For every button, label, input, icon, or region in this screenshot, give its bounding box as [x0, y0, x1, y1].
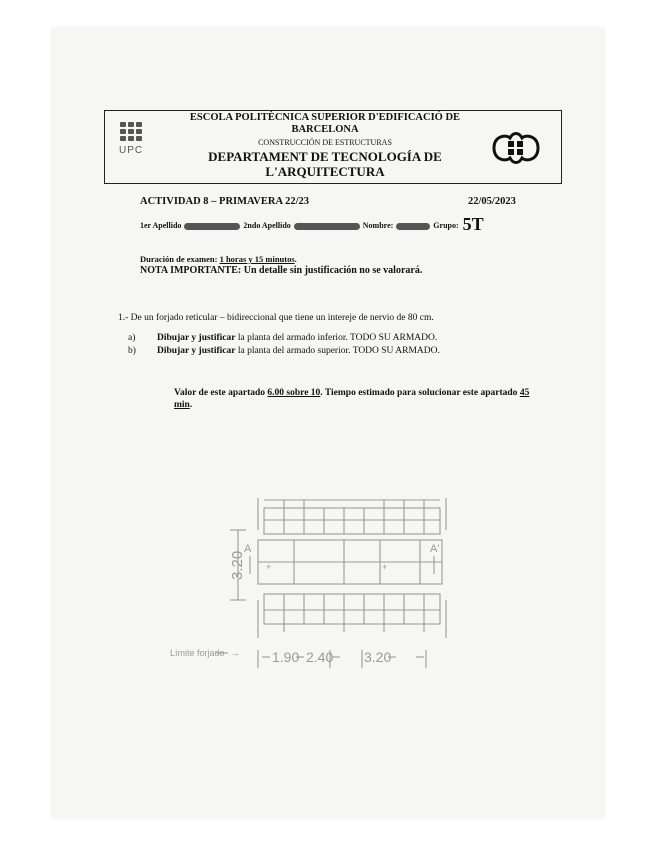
- dim-1: 1.90: [272, 649, 300, 665]
- department-logo-icon: [480, 128, 552, 168]
- school-line-2: BARCELONA: [291, 124, 359, 135]
- student-info-row: [140, 214, 484, 235]
- value-end: .: [189, 400, 193, 410]
- redacted-apellido2: [294, 223, 360, 230]
- redacted-nombre: [396, 223, 430, 230]
- apellido2-label: 2ndo Apellido: [243, 221, 291, 230]
- activity-title: ACTIVIDAD 8 – PRIMAVERA 22/23: [140, 196, 309, 207]
- exam-date: 22/05/2023: [468, 196, 516, 207]
- apellido1-label: 1er Apellido: [140, 221, 182, 230]
- section-label-right: A': [430, 543, 440, 555]
- grupo-value: 5T: [462, 214, 484, 234]
- section-label-left: A: [244, 543, 252, 555]
- school-name: [160, 112, 490, 136]
- limit-arrow-icon: →: [230, 648, 240, 659]
- duration-value: 1 horas y 15 minutos: [219, 254, 295, 264]
- section-value: [174, 387, 534, 411]
- item-b-text: la planta del armado superior. TODO SU ARMADO.: [235, 346, 440, 356]
- value-score: 6.00 sobre 10: [267, 388, 321, 398]
- course-name: CONSTRUCCIÓN DE ESTRUCTURAS: [258, 138, 392, 147]
- nombre-label: Nombre:: [362, 221, 394, 230]
- school-line-1: ESCOLA POLITÈCNICA SUPERIOR D'EDIFICACIÓ DE: [189, 112, 461, 123]
- dept-line-2: L'ARQUITECTURA: [265, 164, 385, 179]
- dim-2: 2.40: [306, 649, 334, 665]
- value-mid: . Tiempo estimado para solucionar este apartado: [320, 388, 520, 398]
- redacted-apellido1: [184, 223, 240, 230]
- question-intro: 1.- De un forjado reticular – bidireccional que tiene un intereje de nervio de 80 cm.: [118, 313, 434, 323]
- item-a-label: a): [128, 333, 136, 343]
- limit-label: Límite forjado: [170, 648, 225, 658]
- exam-duration: Duración de examen: 1 horas y 15 minutos.: [140, 254, 297, 264]
- dept-line-1: DEPARTAMENT DE TECNOLOGÍA DE: [208, 149, 442, 164]
- value-time: 45 min: [174, 388, 530, 410]
- slab-plan-drawing: [150, 490, 470, 690]
- dim-3: 3.20: [364, 649, 392, 665]
- important-note: NOTA IMPORTANTE: Un detalle sin justificación no se valorará.: [140, 265, 423, 276]
- svg-text:+: +: [382, 562, 388, 572]
- item-a-text: la planta del armado inferior. TODO SU ARMADO.: [235, 333, 438, 343]
- svg-text:+: +: [266, 562, 272, 572]
- upc-logo-text: UPC: [119, 145, 144, 156]
- drawing-labels: [170, 543, 439, 665]
- item-a-bold: Dibujar y justificar: [157, 333, 236, 343]
- value-pre: Valor de este apartado: [174, 388, 268, 398]
- duration-label: Duración de examen:: [140, 254, 218, 264]
- slab-grid: [216, 498, 446, 668]
- department-name: [160, 149, 490, 179]
- item-b-bold: Dibujar y justificar: [157, 346, 236, 356]
- dim-vertical: 3.20: [229, 550, 246, 580]
- item-b-label: b): [128, 346, 136, 356]
- grupo-label: Grupo:: [433, 221, 459, 230]
